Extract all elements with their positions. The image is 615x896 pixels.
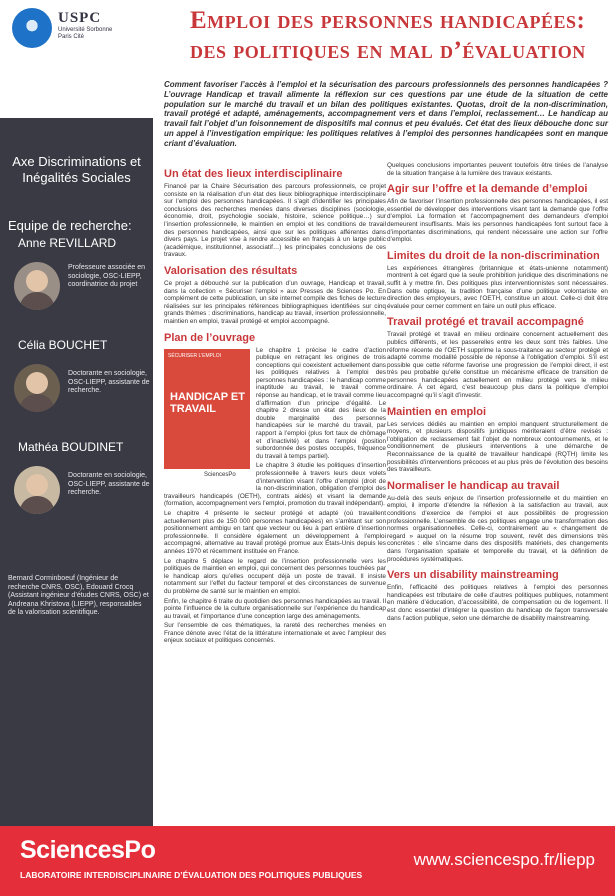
uspc-logo [58, 10, 122, 41]
section-title: Agir sur l’offre et la demande d’emploi [387, 183, 588, 196]
section-text: Le chapitre 5 déplace le regard de l’insertion professionnelle vers les politiques de maintien en emploi, qui concernent des personnes touchées par le handicap alors qu’elles occupent déjà un poste de travail. Il insiste notamment sur l’effet du facteur temporel et des circonstances de survenue du problème de santé sur le maintien en emploi. [164, 557, 386, 595]
uspc-mark: USPC [58, 10, 102, 26]
avatar [14, 364, 60, 412]
lead-text: Quelques conclusions importantes peuvent toutefois être tirées de l’analyse de la situation française à la lumière des travaux existants. [387, 162, 608, 177]
section-title: Limites du droit de la non-discrimination [387, 249, 600, 262]
section-title: Vers un disability mainstreaming [387, 569, 559, 582]
person-role: Doctorante en sociologie, OSC-LIEPP, assistante de recherche. [68, 370, 150, 394]
section-text: Le chapitre 3 étudie les politiques d’insertion professionnelle à travers leurs deux volets d’intervention visant l’offre d’emploi (droit de la non-discrimination, obligation d’emploi des travailleurs handicapés (OETH), contrats aidés) et visant la demande (formation, accompagnement vers l’emploi, promotion du travail indépendant). [164, 462, 386, 508]
uspc-subtitle: Université Sorbonne Paris Cité [58, 27, 113, 40]
section-text: Les services dédiés au maintien en emploi manquent structurellement de moyens, et plusieurs dispositifs juridiques mériteraient d’être revisés : l’obligation de reclassement fait l’objet de nombreux contournements, et le conditionnement de plusieurs interventions à une démarche de Reconnaissance de la qualité de travailleur handicapé (RQTH) limite les possibilités d’interventions précoces et au plus près de l’évolution des besoins des travailleurs. [387, 420, 608, 474]
book-collection: SÉCURISER L’EMPLOI [168, 352, 222, 359]
poster-title: Emploi des personnes handicapées: des politiques en mal d’évaluation [190, 7, 586, 64]
sciencespo-logo: SciencesPo [20, 836, 156, 864]
section-title: Plan de l’ouvrage [164, 331, 256, 344]
column-right [387, 162, 608, 624]
section-text: Les expériences étrangères (britannique et états-unienne notamment) montrent à cet égard que la seule prohibition juridique des discriminations ne suffit à y mettre fin. Des politiques plus interventionnistes sont nécessaires. Dans cette optique, la tradition française d’une politique volontariste en direction des employeurs, avec l’OETH, constitue un atout. Celle-ci doit être évaluée pour cerner comment en faire un outil plus efficace. [387, 264, 608, 310]
section-title: Maintien en emploi [387, 405, 487, 418]
section-text: Le chapitre 4 présente le secteur protégé et adapté (où travaillent actuellement plus de 150 000 personnes handicapées) en s’arrêtant sur son positionnement ambigu en tant que vecteur ou lieu à part entière d’insertion professionnelle. Il considère également un développement à l’emploi accompagné, alternative au travail protégé promue aux États-Unis depuis les années 1970 et récemment instituée en France. [164, 509, 386, 555]
footer [0, 826, 615, 896]
person-name: Anne REVILLARD [18, 236, 117, 250]
avatar [14, 262, 60, 310]
section-text: Travail protégé et travail en milieu ordinaire concernent actuellement des publics différents, et les passerelles entre les deux sont très faibles. Une réforme récente de l’OETH supprime la sous-traitance au secteur protégé et adapté comme modalité possible de réponse à l’obligation d’emploi. S’il est possible que cette réforme favorise une progression de l’emploi direct, il est très peu probable qu’elle constitue un mécanisme efficace de transition de personnes handicapées actuellement en milieu protégé vers le milieu ordinaire. À cet égard, c’est beaucoup plus dans la politique d’emploi accompagné qu’il s’agit d’investir. [387, 331, 608, 400]
section-text: Le chapitre 1 précise le cadre d’action publique en retraçant les origines de trois conceptions qui coexistent actuellement dans les politiques relatives à l’emploi des personnes handicapées : le handicap comme inaptitude au travail, le travail comme réponse au handicap, et le travail comme lieu d’affirmation d’un principe d’égalité. Le chapitre 2 dresse un état des lieux de la double marginalité des personnes handicapées sur le marché du travail, par rapport à l’emploi (plus fort taux de chômage et d’inactivité) et dans l’emploi (position subordonnée des postes occupés, fréquence du travail à temps partiel). [256, 346, 386, 460]
person-role: Professeure associée en sociologie, OSC-LIEPP, coordinatrice du projet [68, 264, 146, 288]
section-text: Financé par la Chaire Sécurisation des parcours professionnels, ce projet consiste en la réalisation d’un état des lieux bibliographique interdisciplinaire sur l’emploi des personnes handicapées. Il s’agit d’identifier les principales conclusions des recherches menées dans diverses disciplines (sociologie, économie, droit, psychologie sociale, histoire, science politique…) sur l’insertion professionnelle, le maintien en emploi et les conditions de travail des personnes handicapées, ainsi que sur les politiques afférentes dans divers pays. Le projet vise à rendre accessible en français à un large public (académique, institutionnel, associatif…) les principales conclusions de ces travaux. [164, 183, 386, 259]
section-title: Travail protégé et travail accompagné [387, 316, 584, 329]
avatar [14, 466, 60, 514]
lab-name: LABORATOIRE INTERDISCIPLINAIRE D’ÉVALUATION DES POLITIQUES PUBLIQUES [20, 870, 363, 880]
section-title: Un état des lieux interdisciplinaire [164, 168, 343, 180]
person-name: Mathéa BOUDINET [18, 440, 124, 454]
sidebar [0, 118, 153, 826]
section-text: Enfin, le chapitre 6 traite du quotidien des personnes handicapées au travail. Il pointe l’influence de la culture organisationnelle sur l’expérience du handicap au travail, et l’importance d’une conception large des aménagements. [164, 597, 386, 620]
person-role: Doctorante en sociologie, OSC-LIEPP, assistante de recherche. [68, 472, 150, 496]
book-publisher: SciencesPo [164, 469, 250, 487]
book-title: HANDICAP ET TRAVAIL [170, 390, 245, 415]
section-title: Normaliser le handicap au travail [387, 479, 560, 492]
section-text: Sur l’ensemble de ces thématiques, la rareté des recherches menées en France dénote avec l’état de la littérature internationale et avec l’ampleur des enjeux sociaux et politiques concernés. [164, 622, 386, 645]
universite-paris-cite-logo [12, 8, 52, 48]
intro-paragraph: Comment favoriser l’accès à l’emploi et la sécurisation des parcours professionnels des personnes handicapées ? L’ouvrage Handicap et travail alimente la réflexion sur ces questions par une étude de la situation de cette population sur le marché du travail et un bilan des politiques existantes. Quotas, droit de la non-discrimination, travail protégé et adapté, aménagements, accompagnement vers et dans l’emploi, reclassement… Le handicap au travail fait l’objet d’un foisonnement de dispositifs mal connus et peu évalués. Cet état des lieux débouche donc sur un appel à l’investigation empirique: les politiques relatives à l’emploi des personnes handicapées sont en manque criant d’évaluation. [164, 80, 608, 148]
section-text: Enfin, l’efficacité des politiques relatives à l’emploi des personnes handicapées est tributaire de celle d’autres politiques publiques, notamment en matière d’éducation, d’accessibilité, de compensation ou de logement. Il est donc essentiel d’intégrer la question du handicap de façon transversale dans l’action publique, selon une démarche de disability mainstreaming. [387, 584, 608, 622]
section-text: Afin de favoriser l’insertion professionnelle des personnes handicapées, il est essentiel de développer des interventions visant tant la demande que l’offre d’emploi. La formation et l’accompagnement des demandeurs d’emploi demeurent insuffisants. Mais les personnes handicapées font surtout face à d’importantes discriminations, qui rendent nécessaire une action sur l’offre d’emploi. [387, 198, 608, 244]
book-cover [164, 349, 250, 487]
section-text: Ce projet a débouché sur la publication d’un ouvrage, Handicap et travail, dans la collection « Sécuriser l’emploi » aux Presses de Sciences Po. En complément de cette publication, un site internet compile des fiches de lecture réalisées sur les principales références bibliographiques identifiées sur cinq grands thèmes : discriminations, handicap au travail, insertion professionnelle, maintien en emploi, travail protégé et emploi accompagné. [164, 279, 386, 325]
axe-title: Axe Discriminations et Inégalités Sociales [12, 154, 141, 185]
column-left [164, 162, 386, 647]
person-name: Célia BOUCHET [18, 338, 108, 352]
credits: Bernard Corminboeuf (Ingénieur de recherche CNRS, OSC), Edouard Crocq (Assistant ingénieur d’études CNRS, OSC) et Andreana Khristova (LIEPP), responsables de la valorisation scientifique. [8, 575, 149, 617]
website-link[interactable]: www.sciencespo.fr/liepp [413, 850, 595, 869]
team-heading: Equipe de recherche: [8, 218, 132, 233]
section-text: Au-delà des seuls enjeux de l’insertion professionnelle et du maintien en emploi, il importe d’étendre la réflexion à la satisfaction au travail, aux conditions d’exercice de l’emploi et aux possibilités de progression professionnelle. L’ensemble de ces politiques engage une transformation des normes organisationnelles. Celle-ci, contrairement au « changement de regard » auquel on la résume trop souvent, revêt des dimensions très concrètes : elle s’incarne dans des dispositifs matériels, des changements dans l’organisation spatiale et temporelle du travail, et la définition de procédures systématiques. [387, 494, 608, 563]
section-title: Valorisation des résultats [164, 264, 298, 277]
